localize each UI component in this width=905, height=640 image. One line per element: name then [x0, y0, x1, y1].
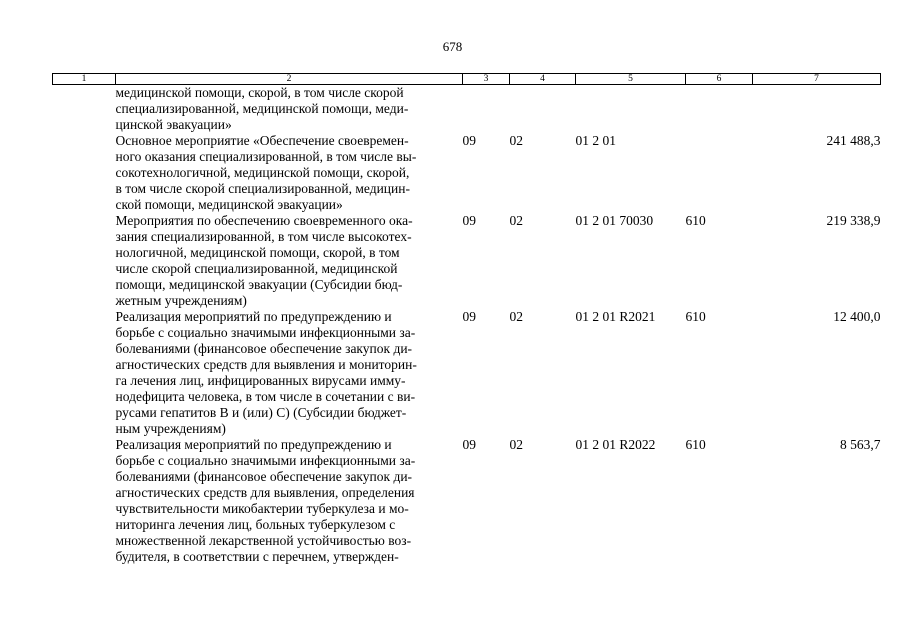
description-line: болеваниями (финансовое обеспечение закупок ди- — [115, 341, 413, 356]
description-line: га лечения лиц, инфицированных вирусами имму- — [115, 373, 406, 388]
description-cell — [116, 85, 463, 134]
column-header-5: 5 — [576, 74, 686, 85]
description-line: специализированной, медицинской помощи, меди- — [115, 101, 409, 116]
table-row — [53, 437, 881, 565]
description-line: русами гепатитов B и (или) C) (Субсидии бюджет- — [115, 405, 407, 420]
target-article-code — [576, 85, 686, 134]
description-line: зания специализированной, в том числе высокотех- — [115, 229, 412, 244]
column-header-7: 7 — [753, 74, 881, 85]
description-line: ской помощи, медицинской эвакуации» — [115, 197, 343, 212]
description-line: Основное мероприятие «Обеспечение своевремен- — [115, 133, 409, 148]
expense-type-code: 610 — [685, 437, 706, 452]
column-header-3: 3 — [463, 74, 510, 85]
section-code: 09 — [462, 309, 476, 324]
target-article-code: 01 2 01 — [575, 133, 616, 148]
description-line: агностических средств для выявления, определения — [115, 485, 415, 500]
description-line: борьбе с социально значимыми инфекционными за- — [115, 325, 416, 340]
amount: 219 338,9 — [826, 213, 881, 228]
cell-col1 — [53, 437, 116, 565]
description-line: агностических средств для выявления и мониторин- — [115, 357, 417, 372]
amount — [753, 85, 881, 134]
column-header-6: 6 — [686, 74, 753, 85]
description-line: будителя, в соответствии с перечнем, утвержден- — [115, 549, 399, 564]
description-line: Реализация мероприятий по предупреждению и — [115, 309, 392, 324]
column-header-4: 4 — [510, 74, 576, 85]
cell-col1 — [53, 309, 116, 437]
expense-type-code: 610 — [685, 309, 706, 324]
subsection-code: 02 — [509, 309, 523, 324]
description-line: цинской эвакуации» — [115, 117, 232, 132]
section-code — [463, 85, 510, 134]
subsection-code — [510, 85, 576, 134]
description-line: множественной лекарственной устойчивостью воз- — [115, 533, 412, 548]
description-cell — [116, 133, 463, 213]
description-line: нологичной, медицинской помощи, скорой, в том — [115, 245, 400, 260]
description-line: в том числе скорой специализированной, медицин- — [115, 181, 410, 196]
description-line: болеваниями (финансовое обеспечение закупок ди- — [115, 469, 413, 484]
amount: 241 488,3 — [826, 133, 881, 148]
table-row — [53, 213, 881, 309]
budget-table — [52, 73, 881, 565]
expense-type-code — [686, 133, 753, 213]
description-line: чувствительности микобактерии туберкулеза и мо- — [115, 501, 409, 516]
table-row — [53, 133, 881, 213]
target-article-code: 01 2 01 R2022 — [575, 437, 656, 452]
cell-col1 — [53, 133, 116, 213]
cell-col1 — [53, 85, 116, 134]
description-line: помощи, медицинской эвакуации (Субсидии бюд- — [115, 277, 403, 292]
subsection-code: 02 — [509, 437, 523, 452]
table-row — [53, 85, 881, 134]
amount: 12 400,0 — [833, 309, 881, 324]
section-code: 09 — [462, 437, 476, 452]
description-line: Мероприятия по обеспечению своевременного ока- — [115, 213, 413, 228]
target-article-code: 01 2 01 R2021 — [575, 309, 656, 324]
table-header-row — [53, 74, 881, 85]
table-row — [53, 309, 881, 437]
amount: 8 563,7 — [840, 437, 881, 452]
column-header-2: 2 — [116, 74, 463, 85]
subsection-code: 02 — [509, 213, 523, 228]
description-line: сокотехнологичной, медицинской помощи, скорой, — [115, 165, 410, 180]
description-line: борьбе с социально значимыми инфекционными за- — [115, 453, 416, 468]
section-code: 09 — [462, 133, 476, 148]
description-line: медицинской помощи, скорой, в том числе скорой — [115, 85, 404, 100]
subsection-code: 02 — [509, 133, 523, 148]
description-line: ниторинга лечения лиц, больных туберкулезом с — [115, 517, 396, 532]
description-line: Реализация мероприятий по предупреждению и — [115, 437, 392, 452]
description-line: ного оказания специализированной, в том числе вы- — [115, 149, 417, 164]
cell-col1 — [53, 213, 116, 309]
description-line: числе скорой специализированной, медицинской — [115, 261, 398, 276]
column-header-1: 1 — [53, 74, 116, 85]
description-line: ным учреждениям) — [115, 421, 226, 436]
target-article-code: 01 2 01 70030 — [575, 213, 654, 228]
description-cell — [116, 437, 463, 565]
expense-type-code: 610 — [685, 213, 706, 228]
section-code: 09 — [462, 213, 476, 228]
description-cell — [116, 213, 463, 309]
description-line: нодефицита человека, в том числе в сочетании с ви- — [115, 389, 416, 404]
description-cell — [116, 309, 463, 437]
page-number: 678 — [442, 39, 463, 54]
description-line: жетным учреждениям) — [115, 293, 247, 308]
expense-type-code — [686, 85, 753, 134]
